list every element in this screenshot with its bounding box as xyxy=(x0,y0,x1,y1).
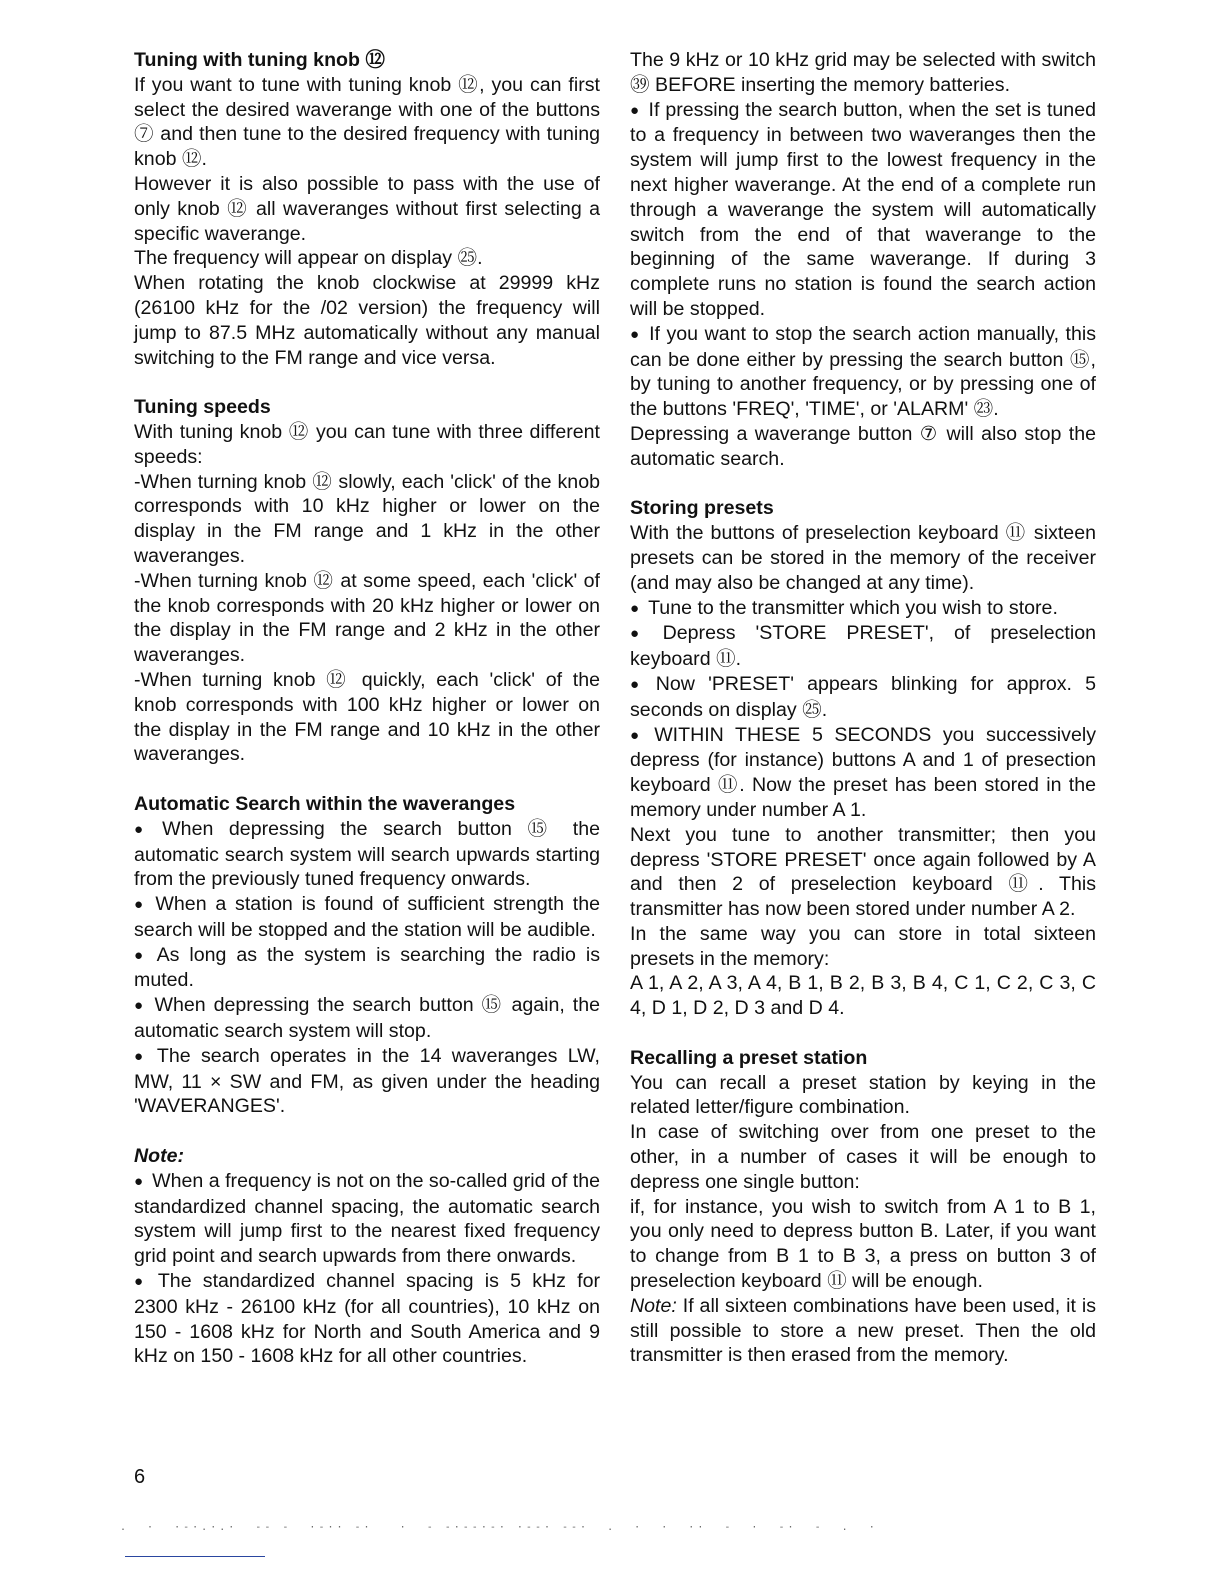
page-number: 6 xyxy=(134,1466,146,1488)
tuning-knob-paragraph: The frequency will appear on display ㉕. xyxy=(134,247,483,270)
storing-presets-paragraph: Next you tune to another transmitter; then you depress 'STORE PRESET' once again followed by A and then 2 of preselection keyboard ⑪. This transmitter has now been stored under number A 2. xyxy=(630,823,1096,921)
tuning-speeds-paragraph: -When turning knob ⑫ slowly, each 'click' of the knob corresponds with 10 kHz higher or lower on the display in the FM range and 1 kHz in the other waveranges. xyxy=(134,470,600,567)
recalling-note-paragraph xyxy=(630,1294,1096,1368)
tuning-speeds-paragraph: -When turning knob ⑫ quickly, each 'click' of the knob corresponds with 100 kHz higher or lower on the display in the FM range and 10 kHz in the other waveranges. xyxy=(134,668,600,766)
automatic-search-heading: Automatic Search within the waveranges xyxy=(134,792,516,815)
recalling-preset-paragraph: In case of switching over from one preset to the other, in a number of cases it will be enough to depress one single button: xyxy=(630,1121,1096,1193)
automatic-search-bullet: ● When depressing the search button ⑮ the automatic search system will search upwards starting from the previously tuned frequency onwards. xyxy=(134,817,600,892)
storing-presets-bullet: ● Now 'PRESET' appears blinking for approx. 5 seconds on display ㉕. xyxy=(630,672,1096,723)
tuning-speeds-heading: Tuning speeds xyxy=(134,396,271,419)
automatic-search-bullet: ● When a station is found of sufficient strength the search will be stopped and the station will be audible. xyxy=(134,892,600,943)
preset-list: A 1, A 2, A 3, A 4, B 1, B 2, B 3, B 4, C 1, C 2, C 3, C 4, D 1, D 2, D 3 and D 4. xyxy=(630,972,1096,1020)
storing-presets-paragraph: With the buttons of preselection keyboard ⑪ sixteen presets can be stored in the memory of the receiver (and may also be changed at any time). xyxy=(630,522,1096,594)
scan-artifact: . · ·-·.·.· -- - ·-·· -· · - -·--·-· ·--· --· . · · ·· - · -· - . · xyxy=(120,1522,878,1533)
storing-presets-paragraph: In the same way you can store in total sixteen presets in the memory: xyxy=(630,922,1096,970)
storing-presets-bullet: ● Tune to the transmitter which you wish to store. xyxy=(630,596,1096,622)
right-column xyxy=(630,48,1096,1368)
recalling-note-label: Note: xyxy=(630,1294,677,1317)
automatic-search-bullet: ● When depressing the search button ⑮ again, the automatic search system will stop. xyxy=(134,993,600,1044)
grid-paragraph: Depressing a waverange button ⑦ will also stop the automatic search. xyxy=(630,422,1096,470)
note-bullet: ● When a frequency is not on the so-called grid of the standardized channel spacing, the automatic search system will jump first to the nearest fixed frequency grid point and search upwards from there onwards. xyxy=(134,1169,600,1269)
recalling-preset-paragraph: You can recall a preset station by keying in the related letter/figure combination. xyxy=(630,1071,1096,1119)
storing-presets-bullet: ● Depress 'STORE PRESET', of preselection keyboard ⑪. xyxy=(630,621,1096,672)
automatic-search-bullet: ● As long as the system is searching the radio is muted. xyxy=(134,943,600,994)
grid-bullet: ● If pressing the search button, when the set is tuned to a frequency in between two waveranges then the system will jump first to the lowest frequency in the next higher waverange. At the end of a complete run through a waverange the system will automatically switch from the end of that waverange to the beginning of the same waverange. If during 3 complete runs no station is found the search action will be stopped. xyxy=(630,98,1096,322)
tuning-knob-paragraph: When rotating the knob clockwise at 29999 kHz (26100 kHz for the /02 version) the frequency will jump to 87.5 MHz automatically without any manual switching to the FM range and vice versa. xyxy=(134,272,600,369)
grid-paragraph: The 9 kHz or 10 kHz grid may be selected with switch ㊴ BEFORE inserting the memory batteries. xyxy=(630,49,1096,96)
automatic-search-bullet: ● The search operates in the 14 waveranges LW, MW, 11 × SW and FM, as given under the heading 'WAVERANGES'. xyxy=(134,1044,600,1119)
tuning-speeds-paragraph: With tuning knob ⑫ you can tune with three different speeds: xyxy=(134,420,600,468)
tuning-speeds-paragraph: -When turning knob ⑫ at some speed, each 'click' of the knob corresponds with 20 kHz higher or lower on the display in the FM range and 2 kHz in the other waveranges. xyxy=(134,569,600,667)
tuning-knob-heading: Tuning with tuning knob ⑫ xyxy=(134,49,386,71)
note-bullet: ● The standardized channel spacing is 5 kHz for 2300 kHz - 26100 kHz (for all countries), 10 kHz on 150 - 1608 kHz for North and South America and 9 kHz on 150 - 1608 kHz for all other countries. xyxy=(134,1269,600,1369)
recalling-note-text: If all sixteen combinations have been used, it is still possible to store a new preset. Then the old transmitter is then erased from the memory. xyxy=(630,1294,1096,1367)
grid-bullet: ● If you want to stop the search action manually, this can be done either by pressing the search button ⑮, by tuning to another frequency, or by pressing one of the buttons 'FREQ', 'TIME', or 'ALARM' ㉓. xyxy=(630,322,1096,422)
recalling-preset-heading: Recalling a preset station xyxy=(630,1046,868,1069)
storing-presets-bullet: ● WITHIN THESE 5 SECONDS you successively depress (for instance) buttons A and 1 of presection keyboard ⑪. Now the preset has been stored in the memory under number A 1. xyxy=(630,723,1096,823)
tuning-knob-paragraph: If you want to tune with tuning knob ⑫, you can first select the desired waverange with one of the buttons ⑦ and then tune to the desired frequency with tuning knob ⑫. xyxy=(134,73,600,171)
left-column xyxy=(134,48,600,1369)
note-heading: Note: xyxy=(134,1145,185,1168)
storing-presets-heading: Storing presets xyxy=(630,497,774,520)
recalling-preset-paragraph: if, for instance, you wish to switch from A 1 to B 1, you only need to depress button B. Later, if you want to change from B 1 to B 3, a press on button 3 of preselection keyboard ⑪ will be enough. xyxy=(630,1195,1096,1293)
tuning-knob-paragraph: However it is also possible to pass with the use of only knob ⑫ all waveranges without first selecting a specific waverange. xyxy=(134,172,600,245)
scan-rule-line xyxy=(125,1556,265,1557)
